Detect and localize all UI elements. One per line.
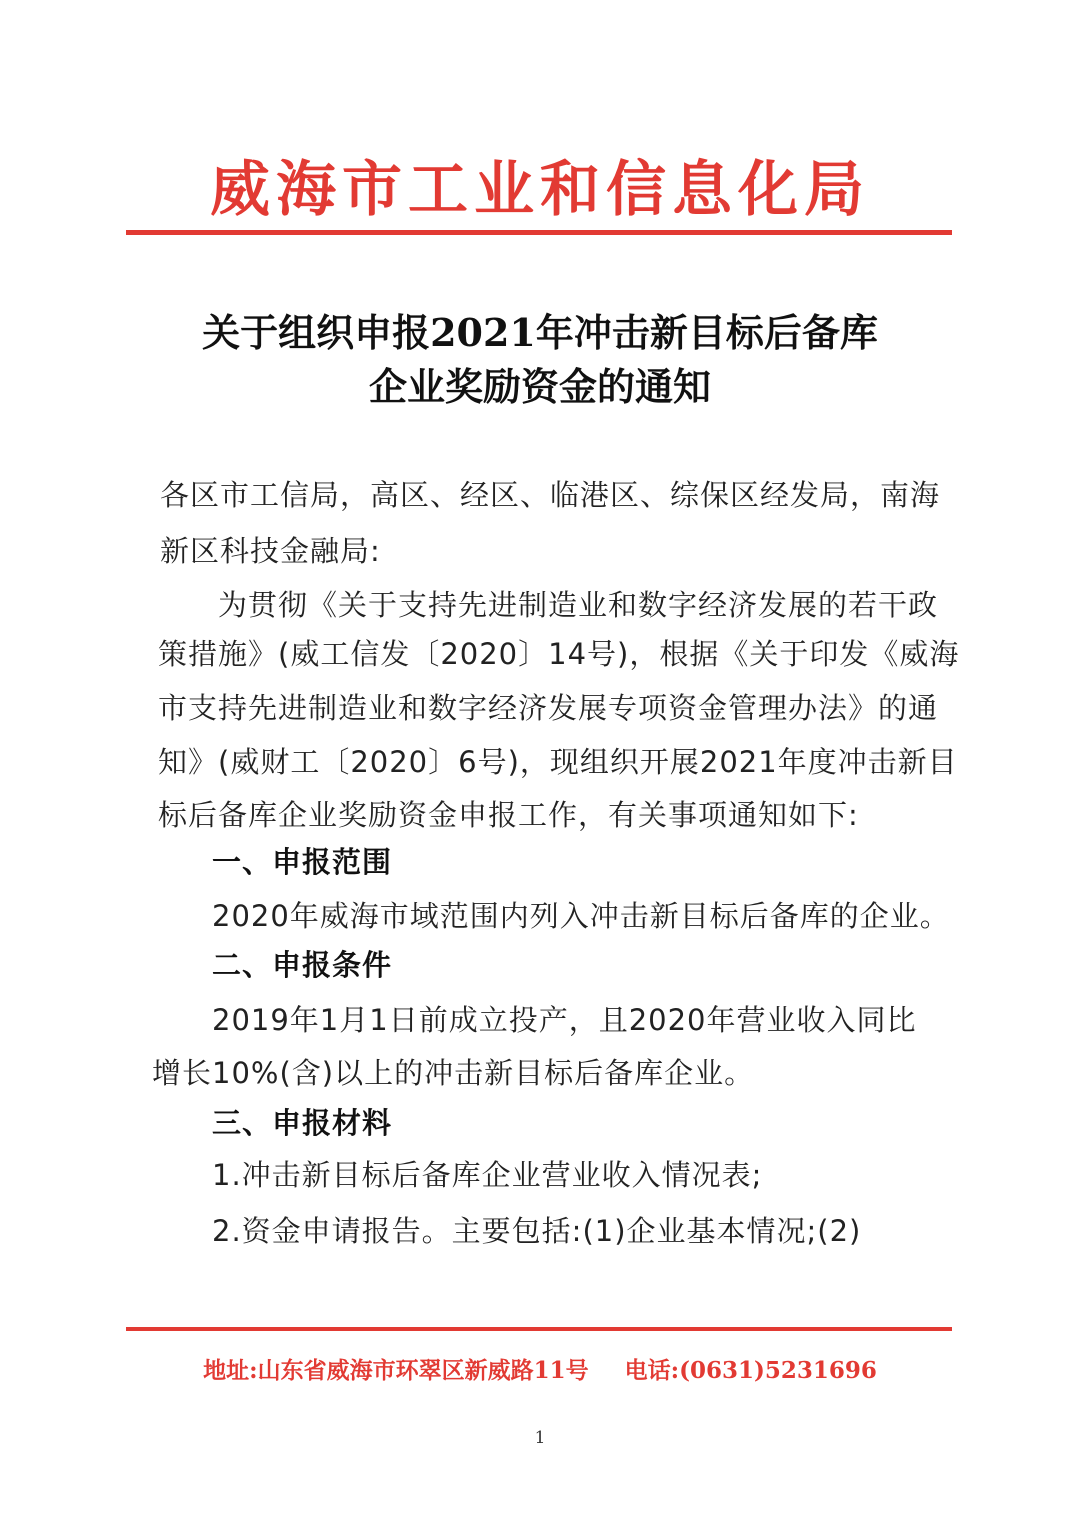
paragraph-line: 市支持先进制造业和数字经济发展专项资金管理办法》的通 bbox=[158, 691, 939, 725]
paragraph-line: 增长10%(含)以上的冲击新目标后备库企业。 bbox=[152, 1056, 755, 1090]
paragraph-line: 策措施》(威工信发〔2020〕14号)，根据《关于印发《威海 bbox=[158, 637, 960, 671]
footer-address: 地址:山东省威海市环翠区新威路11号 bbox=[203, 1357, 589, 1384]
footer-red-rule bbox=[126, 1327, 952, 1331]
section-heading-scope: 一、申报范围 bbox=[212, 845, 393, 879]
addressee-line-2: 新区科技金融局: bbox=[160, 534, 381, 568]
document-title-line-2: 企业奖励资金的通知 bbox=[368, 364, 711, 409]
paragraph-line: 2020年威海市域范围内列入冲击新目标后备库的企业。 bbox=[212, 899, 950, 933]
paragraph-line: 标后备库企业奖励资金申报工作，有关事项通知如下: bbox=[158, 798, 859, 832]
letterhead-red-rule bbox=[126, 230, 952, 235]
addressee-line-1: 各区市工信局，高区、经区、临港区、综保区经发局，南海 bbox=[160, 478, 941, 512]
list-item: 2.资金申请报告。主要包括:(1)企业基本情况;(2) bbox=[212, 1214, 862, 1248]
letterhead-org-name: 威海市工业和信息化局 bbox=[210, 155, 870, 225]
footer-contact bbox=[0, 1352, 1080, 1385]
section-heading-materials: 三、申报材料 bbox=[212, 1106, 393, 1140]
paragraph-line: 为贯彻《关于支持先进制造业和数字经济发展的若干政 bbox=[218, 588, 939, 622]
paragraph-line: 2019年1月1日前成立投产，且2020年营业收入同比 bbox=[212, 1003, 917, 1037]
page-number: 1 bbox=[534, 1428, 546, 1448]
document-title-line-1: 关于组织申报2021年冲击新目标后备库 bbox=[202, 310, 878, 355]
footer-phone: 电话:(0631)5231696 bbox=[624, 1357, 877, 1384]
list-item: 1.冲击新目标后备库企业营业收入情况表; bbox=[212, 1158, 763, 1192]
section-heading-conditions: 二、申报条件 bbox=[212, 948, 393, 982]
paragraph-line: 知》(威财工〔2020〕6号)，现组织开展2021年度冲击新目 bbox=[158, 745, 958, 779]
